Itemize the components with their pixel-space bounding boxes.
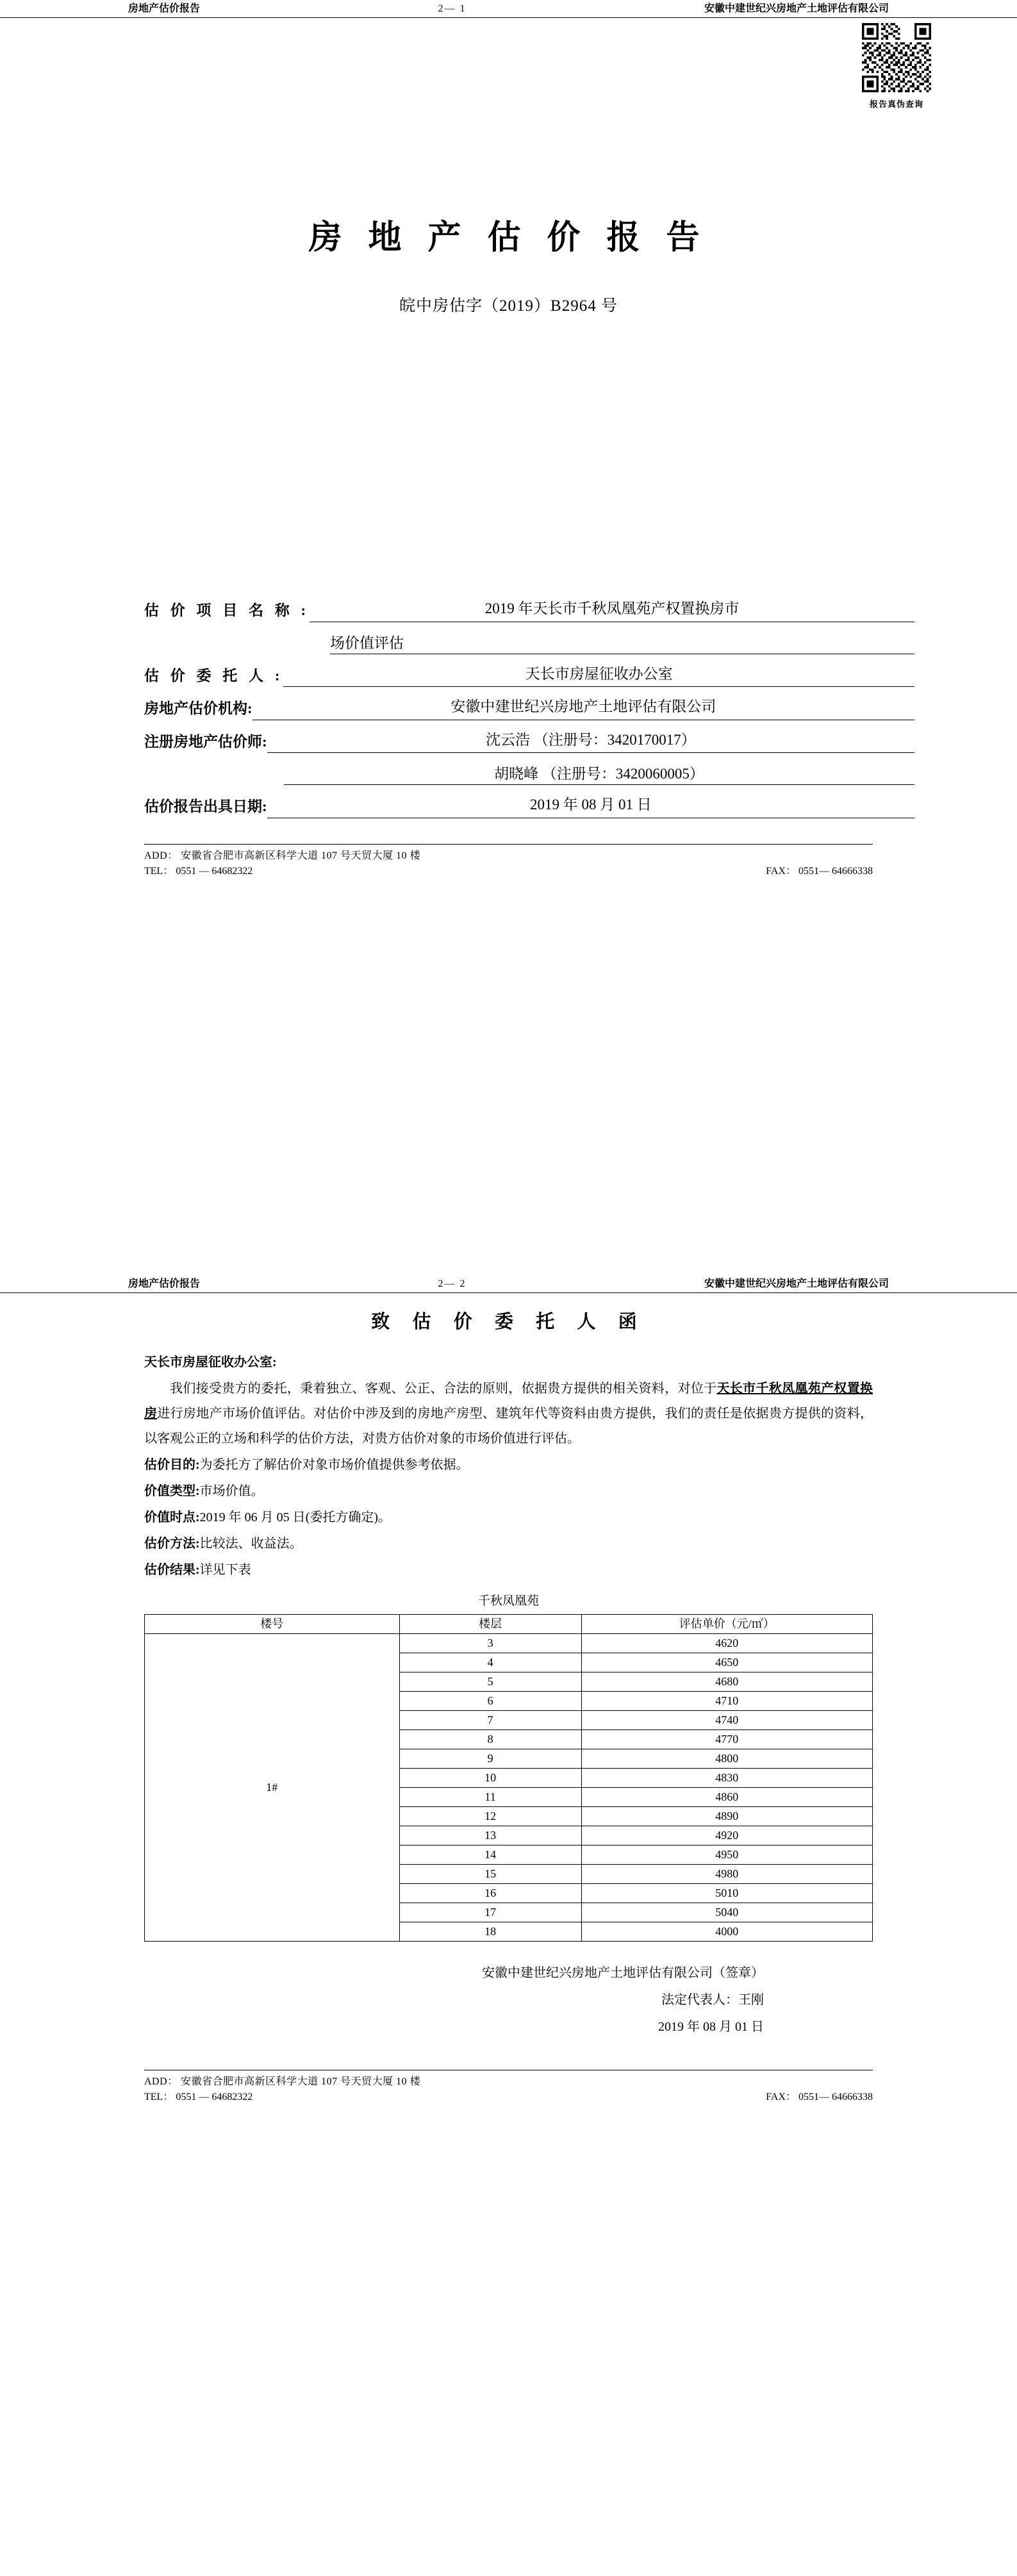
letter-title: 致 估 价 委 托 人 函 bbox=[371, 1312, 646, 1332]
footer-address-2: ADD： 安徽省合肥市高新区科学大道 107 号天贸大厦 10 楼 bbox=[144, 2076, 421, 2088]
label-value-type: 价值类型: bbox=[144, 1484, 200, 1498]
text-purpose: 为委托方了解估价对象市场价值提供参考依据。 bbox=[199, 1458, 469, 1472]
letter-body bbox=[0, 1350, 1017, 2040]
cell-floor: 3 bbox=[399, 1634, 581, 1653]
header-page-number-2: 2— 2 bbox=[438, 1278, 467, 1289]
field-issue-date bbox=[144, 794, 914, 818]
page-footer-2 bbox=[0, 2070, 1017, 2105]
cell-price: 4890 bbox=[581, 1807, 872, 1826]
field-appraiser-2 bbox=[144, 762, 914, 785]
field-value-appraiser-2: 胡晓峰 （注册号：3420060005） bbox=[284, 762, 914, 785]
signature-date: 2019 年 08 月 01 日 bbox=[658, 2020, 764, 2035]
col-header-building: 楼号 bbox=[145, 1615, 400, 1634]
cell-floor: 9 bbox=[399, 1749, 581, 1769]
field-label-appraisers: 注册房地产估价师: bbox=[144, 733, 267, 750]
page-footer-1 bbox=[0, 844, 1017, 879]
letter-item-method bbox=[144, 1532, 873, 1556]
field-label-issue-date: 估价报告出具日期: bbox=[144, 798, 267, 814]
footer-tel-2: TEL： 0551 — 64682322 bbox=[144, 2092, 253, 2103]
qr-caption: 报告真伪查询 bbox=[869, 99, 923, 109]
field-project-name-line2 bbox=[144, 631, 914, 654]
text-method: 比较法、收益法。 bbox=[199, 1537, 302, 1551]
cell-price: 4800 bbox=[581, 1749, 872, 1769]
qr-code-icon bbox=[862, 23, 931, 92]
cell-floor: 7 bbox=[399, 1711, 581, 1730]
cell-floor: 18 bbox=[399, 1922, 581, 1942]
letter-para1-part1: 我们接受贵方的委托，秉着独立、客观、公正、合法的原则，依据贵方提供的相关资料，对位于 bbox=[170, 1382, 717, 1396]
field-value-project-name-cont: 场价值评估 bbox=[330, 631, 914, 654]
footer-contact-line-2 bbox=[144, 2090, 873, 2105]
letter-para1-subject: 天长市千秋凤凰苑产权置换房 bbox=[144, 1382, 873, 1421]
cell-price: 4740 bbox=[581, 1711, 872, 1730]
cell-building: 1# bbox=[145, 1634, 400, 1942]
cell-floor: 8 bbox=[399, 1730, 581, 1749]
header-company-name-2: 安徽中建世纪兴房地产土地评估有限公司 bbox=[704, 1278, 889, 1289]
cell-floor: 5 bbox=[399, 1672, 581, 1692]
cell-price: 4710 bbox=[581, 1692, 872, 1711]
label-method: 估价方法: bbox=[144, 1537, 200, 1551]
letter-paragraph-1 bbox=[144, 1376, 873, 1451]
cell-price: 5010 bbox=[581, 1884, 872, 1903]
field-label-client: 估 价 委 托 人 : bbox=[144, 667, 284, 684]
cell-price: 4830 bbox=[581, 1769, 872, 1788]
field-value-agency: 安徽中建世纪兴房地产土地评估有限公司 bbox=[252, 696, 914, 720]
table-row bbox=[145, 1634, 873, 1653]
field-label-agency: 房地产估价机构: bbox=[144, 700, 252, 716]
footer-address-line bbox=[144, 848, 873, 864]
cell-floor: 17 bbox=[399, 1903, 581, 1922]
letter-para1-part2: 进行房地产市场价值评估。对估价中涉及到的房地产房型、建筑年代等资料由贵方提供，我们的责任是依据贵方提供的资料，以客观公正的立场和科学的估价方法，对贵方估价对象的市场价值进行评估。 bbox=[144, 1407, 873, 1446]
cell-price: 4860 bbox=[581, 1788, 872, 1807]
page-title: 房 地 产 估 价 报 告 bbox=[308, 220, 709, 256]
text-value-date: 2019 年 06 月 05 日(委托方确定)。 bbox=[199, 1510, 391, 1524]
cell-floor: 11 bbox=[399, 1788, 581, 1807]
cell-price: 4770 bbox=[581, 1730, 872, 1749]
field-value-client: 天长市房屋征收办公室 bbox=[283, 663, 914, 688]
label-result: 估价结果: bbox=[144, 1563, 200, 1577]
text-value-type: 市场价值。 bbox=[199, 1484, 264, 1498]
field-project-name bbox=[144, 598, 914, 622]
cell-floor: 14 bbox=[399, 1845, 581, 1865]
header-left-text-2: 房地产估价报告 bbox=[128, 1278, 201, 1289]
footer-tel: TEL： 0551 — 64682322 bbox=[144, 865, 253, 877]
field-value-issue-date: 2019 年 08 月 01 日 bbox=[267, 794, 914, 818]
cell-floor: 13 bbox=[399, 1826, 581, 1845]
cell-price: 4950 bbox=[581, 1845, 872, 1865]
valuation-table bbox=[144, 1614, 873, 1942]
col-header-unit-price: 评估单价（元/㎡） bbox=[581, 1615, 872, 1634]
cover-fields bbox=[0, 598, 1017, 818]
header-page-number: 2— 1 bbox=[438, 3, 467, 14]
label-purpose: 估价目的: bbox=[144, 1458, 200, 1472]
signature-block bbox=[144, 1960, 873, 2040]
field-agency bbox=[144, 696, 914, 720]
signature-company: 安徽中建世纪兴房地产土地评估有限公司（签章） bbox=[482, 1966, 764, 1981]
cell-price: 4620 bbox=[581, 1634, 872, 1653]
footer-fax: FAX： 0551— 64666338 bbox=[766, 865, 873, 877]
cell-price: 4650 bbox=[581, 1653, 872, 1672]
letter-item-result bbox=[144, 1558, 873, 1583]
header-left-text: 房地产估价报告 bbox=[128, 3, 201, 14]
signature-legal-rep: 法定代表人：王刚 bbox=[661, 1993, 764, 2008]
footer-address: ADD： 安徽省合肥市高新区科学大道 107 号天贸大厦 10 楼 bbox=[144, 850, 421, 861]
text-result: 详见下表 bbox=[199, 1563, 251, 1577]
field-appraiser-1 bbox=[144, 729, 914, 754]
table-header-row bbox=[145, 1615, 873, 1634]
cell-price: 4920 bbox=[581, 1826, 872, 1845]
col-header-floor: 楼层 bbox=[399, 1615, 581, 1634]
cell-floor: 4 bbox=[399, 1653, 581, 1672]
letter-item-value-type bbox=[144, 1479, 873, 1504]
letter-item-value-date bbox=[144, 1505, 873, 1530]
cell-floor: 6 bbox=[399, 1692, 581, 1711]
footer-address-line-2 bbox=[144, 2074, 873, 2090]
cell-price: 4000 bbox=[581, 1922, 872, 1942]
header-company-name: 安徽中建世纪兴房地产土地评估有限公司 bbox=[704, 3, 889, 14]
cell-floor: 15 bbox=[399, 1865, 581, 1884]
footer-divider bbox=[144, 844, 873, 845]
field-value-project-name: 2019 年天长市千秋凤凰苑产权置换房市 bbox=[310, 598, 914, 622]
cell-floor: 12 bbox=[399, 1807, 581, 1826]
cell-floor: 16 bbox=[399, 1884, 581, 1903]
label-value-date: 价值时点: bbox=[144, 1510, 200, 1524]
cell-price: 5040 bbox=[581, 1903, 872, 1922]
letter-item-purpose bbox=[144, 1453, 873, 1478]
field-client bbox=[144, 663, 914, 688]
cover-page bbox=[0, 0, 1017, 1275]
footer-fax-2: FAX： 0551— 64666338 bbox=[766, 2092, 873, 2103]
cell-price: 4680 bbox=[581, 1672, 872, 1692]
report-number: 皖中房估字（2019）B2964 号 bbox=[399, 297, 618, 315]
footer-contact-line bbox=[144, 864, 873, 879]
page-header-2 bbox=[0, 1275, 1017, 1293]
letter-addressee: 天长市房屋征收办公室: bbox=[144, 1355, 277, 1369]
table-body bbox=[145, 1634, 873, 1942]
letter-page bbox=[0, 1275, 1017, 2131]
cell-floor: 10 bbox=[399, 1769, 581, 1788]
field-label-project-name: 估 价 项 目 名 称 : bbox=[144, 602, 310, 618]
cell-price: 4980 bbox=[581, 1865, 872, 1884]
page-header-1 bbox=[0, 0, 1017, 18]
valuation-table-caption: 千秋凤凰苑 bbox=[477, 1594, 539, 1608]
field-value-appraiser-1: 沈云浩 （注册号：3420170017） bbox=[267, 729, 914, 754]
qr-verification-block bbox=[845, 23, 948, 110]
